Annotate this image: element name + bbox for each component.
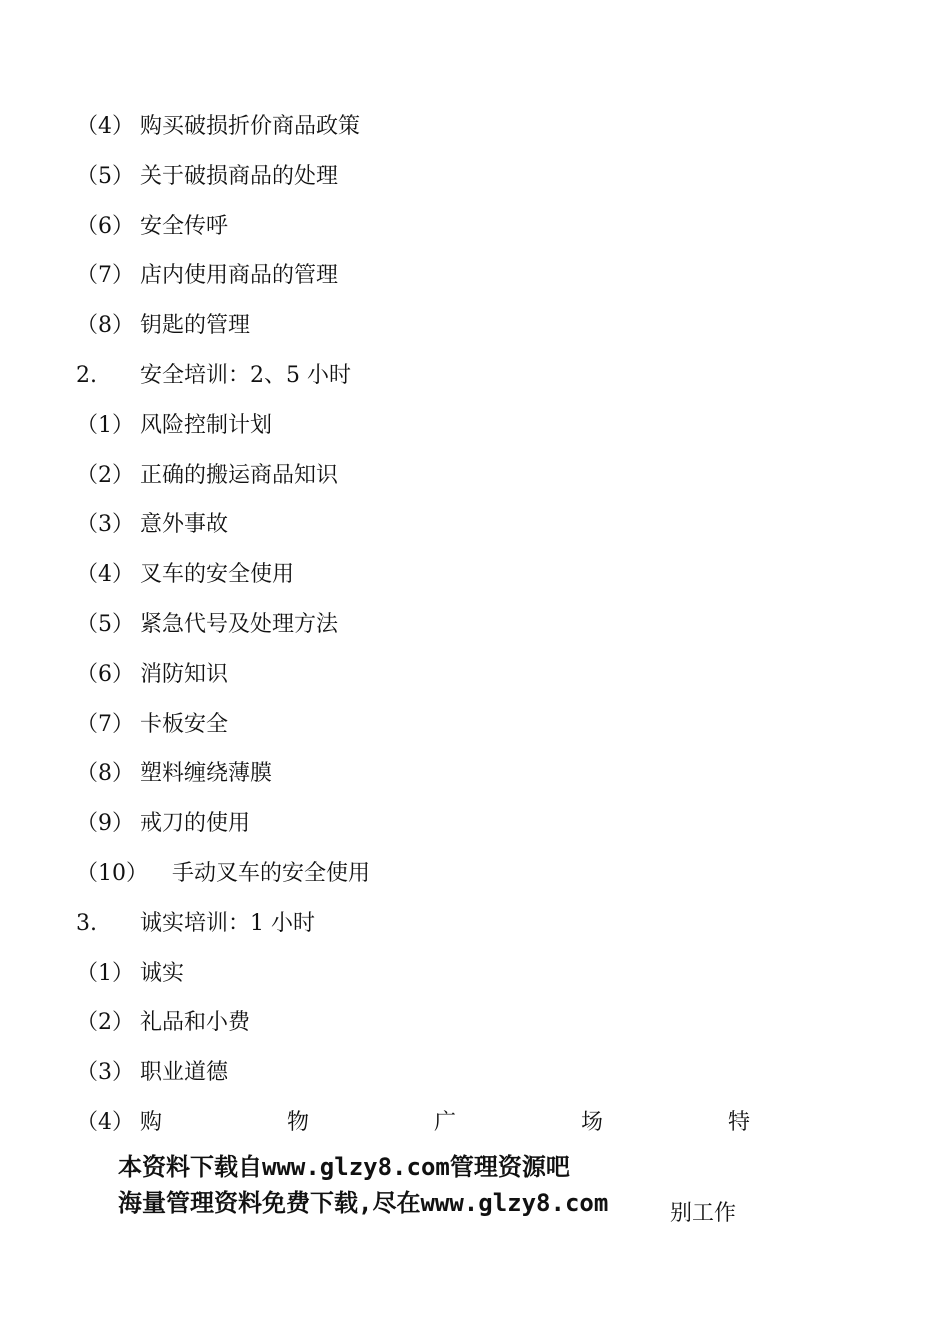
item-text: 紧急代号及处理方法 [140, 612, 339, 637]
item-number: （4） [76, 1110, 134, 1135]
item-text: 礼品和小费 [140, 1010, 251, 1035]
item-text: 卡板安全 [140, 712, 229, 737]
item-number: （7） [76, 263, 134, 288]
item-text: 职业道德 [140, 1060, 229, 1085]
item-number: （3） [76, 512, 134, 537]
item-text: 店内使用商品的管理 [140, 263, 339, 288]
item-number: （10） [76, 861, 148, 886]
item-char: 特 [727, 1110, 750, 1135]
item-text: 正确的搬运商品知识 [140, 463, 339, 488]
item-char: 物 [286, 1110, 309, 1135]
item-text: 钥匙的管理 [140, 313, 251, 338]
item-char: 广 [433, 1110, 456, 1135]
item-number: （5） [76, 612, 134, 637]
item-number: （8） [76, 313, 134, 338]
item-number: （6） [76, 662, 134, 687]
item-text: 消防知识 [140, 662, 229, 687]
item-text: 购买破损折价商品政策 [140, 114, 361, 139]
item-number: （6） [76, 214, 134, 239]
justified-item-text [140, 1108, 750, 1138]
item-number: （2） [76, 1010, 134, 1035]
item-number: （1） [76, 413, 134, 438]
item-text: 意外事故 [140, 512, 229, 537]
item-text: 关于破损商品的处理 [140, 164, 339, 189]
item-text: 安全传呼 [140, 214, 229, 239]
watermark-line-2: 海量管理资料免费下载,尽在www.glzy8.com [118, 1189, 609, 1217]
item-number: （4） [76, 562, 134, 587]
section-number: 2. [76, 363, 97, 388]
item-number: （7） [76, 712, 134, 737]
item-number: （1） [76, 961, 134, 986]
item-number: （5） [76, 164, 134, 189]
section-number: 3. [76, 911, 97, 936]
section-title: 诚实培训：1 小时 [140, 911, 315, 936]
item-text: 叉车的安全使用 [140, 562, 295, 587]
item-number: （9） [76, 811, 134, 836]
item-number: （2） [76, 463, 134, 488]
item-number: （4） [76, 114, 134, 139]
item-number: （3） [76, 1060, 134, 1085]
item-text: 风险控制计划 [140, 413, 273, 438]
item-text: 诚实 [140, 961, 185, 986]
item-text: 塑料缠绕薄膜 [140, 761, 273, 786]
item-text-continuation: 别工作 [670, 1201, 737, 1226]
item-char: 购 [140, 1110, 163, 1135]
section-title: 安全培训：2、5 小时 [140, 363, 351, 388]
item-number: （8） [76, 761, 134, 786]
item-text: 戒刀的使用 [140, 811, 251, 836]
item-char: 场 [580, 1110, 603, 1135]
item-text: 手动叉车的安全使用 [172, 861, 371, 886]
watermark-line-1: 本资料下载自www.glzy8.com管理资源吧 [118, 1153, 570, 1181]
